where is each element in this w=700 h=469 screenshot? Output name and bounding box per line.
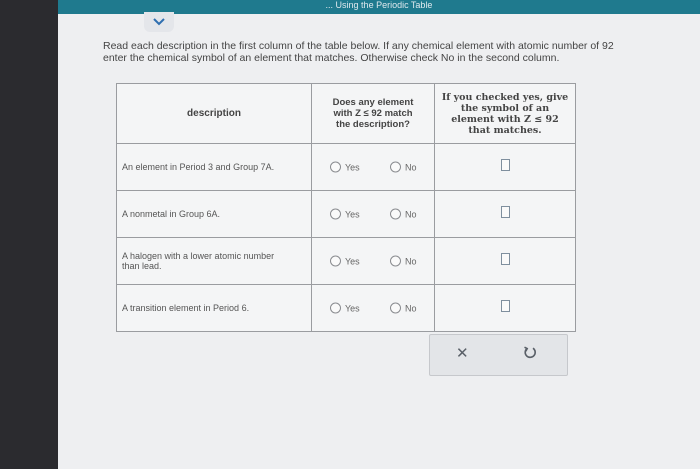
- yes-label: Yes: [345, 256, 360, 266]
- window-left-edge: [0, 0, 58, 469]
- radio-button[interactable]: [390, 162, 401, 173]
- radio-button[interactable]: [390, 209, 401, 220]
- header-symbol-line: that matches.: [468, 124, 542, 136]
- clear-button[interactable]: [456, 344, 469, 362]
- undo-button[interactable]: [522, 344, 538, 360]
- description-text: than lead.: [122, 261, 162, 271]
- symbol-input[interactable]: [501, 159, 510, 171]
- header-symbol: [435, 84, 576, 144]
- header-match: [312, 84, 435, 144]
- yes-radio-option[interactable]: [330, 256, 360, 267]
- no-label: No: [405, 209, 417, 219]
- header-title: ... Using the Periodic Table: [325, 0, 433, 10]
- no-radio-option[interactable]: [390, 209, 417, 220]
- radio-button[interactable]: [390, 256, 401, 267]
- header-match-line: Does any element: [332, 97, 414, 108]
- radio-button[interactable]: [330, 209, 341, 220]
- no-radio-option[interactable]: [390, 256, 417, 267]
- instructions-line-2: enter the chemical symbol of an element that matches. Otherwise check No in the second column.: [103, 52, 560, 64]
- row-description: [117, 285, 312, 332]
- symbol-cell: [435, 238, 576, 285]
- no-label: No: [405, 162, 417, 172]
- no-label: No: [405, 256, 417, 266]
- radio-button[interactable]: [330, 162, 341, 173]
- row-choice: [312, 144, 435, 191]
- undo-icon: [522, 344, 538, 360]
- row-choice: [312, 285, 435, 332]
- row-choice: [312, 191, 435, 238]
- answer-table: [116, 83, 576, 332]
- collapse-button[interactable]: [144, 12, 174, 32]
- row-choice: [312, 238, 435, 285]
- header-description: description: [117, 84, 312, 144]
- table-row: [117, 144, 576, 191]
- description-text: A halogen with a lower atomic number: [122, 251, 275, 261]
- description-text: An element in Period 3 and Group 7A.: [122, 162, 275, 172]
- header-symbol-line: If you checked yes, give: [441, 91, 569, 103]
- description-text: A transition element in Period 6.: [122, 303, 250, 313]
- symbol-input[interactable]: [501, 300, 510, 312]
- symbol-input[interactable]: [501, 253, 510, 265]
- radio-button[interactable]: [330, 256, 341, 267]
- yes-radio-option[interactable]: [330, 162, 360, 173]
- no-radio-option[interactable]: [390, 162, 417, 173]
- row-description: [117, 144, 312, 191]
- chevron-down-icon: [153, 18, 165, 26]
- yes-label: Yes: [345, 162, 360, 172]
- symbol-cell: [435, 191, 576, 238]
- header-match-line: the description?: [336, 119, 410, 130]
- yes-radio-option[interactable]: [330, 303, 360, 314]
- no-label: No: [405, 303, 417, 313]
- description-text: A nonmetal in Group 6A.: [122, 209, 221, 219]
- symbol-cell: [435, 285, 576, 332]
- x-icon: ✕: [456, 345, 469, 362]
- action-bar: [429, 334, 568, 376]
- yes-label: Yes: [345, 209, 360, 219]
- header-match-line: with Z ≤ 92 match: [333, 108, 413, 119]
- table-row: [117, 238, 576, 285]
- row-description: [117, 191, 312, 238]
- symbol-cell: [435, 144, 576, 191]
- row-description: [117, 238, 312, 285]
- yes-radio-option[interactable]: [330, 209, 360, 220]
- symbol-input[interactable]: [501, 206, 510, 218]
- header-symbol-line: element with Z ≤ 92: [451, 113, 559, 125]
- instructions-line-1: Read each description in the first column of the table below. If any chemical element with atomic number of 92: [103, 40, 614, 52]
- table-row: [117, 191, 576, 238]
- table-row: [117, 285, 576, 332]
- table-header-row: [117, 84, 576, 144]
- radio-button[interactable]: [390, 303, 401, 314]
- instructions: [103, 40, 700, 64]
- radio-button[interactable]: [330, 303, 341, 314]
- question-page: [58, 0, 700, 469]
- no-radio-option[interactable]: [390, 303, 417, 314]
- header-symbol-line: the symbol of an: [460, 102, 550, 114]
- yes-label: Yes: [345, 303, 360, 313]
